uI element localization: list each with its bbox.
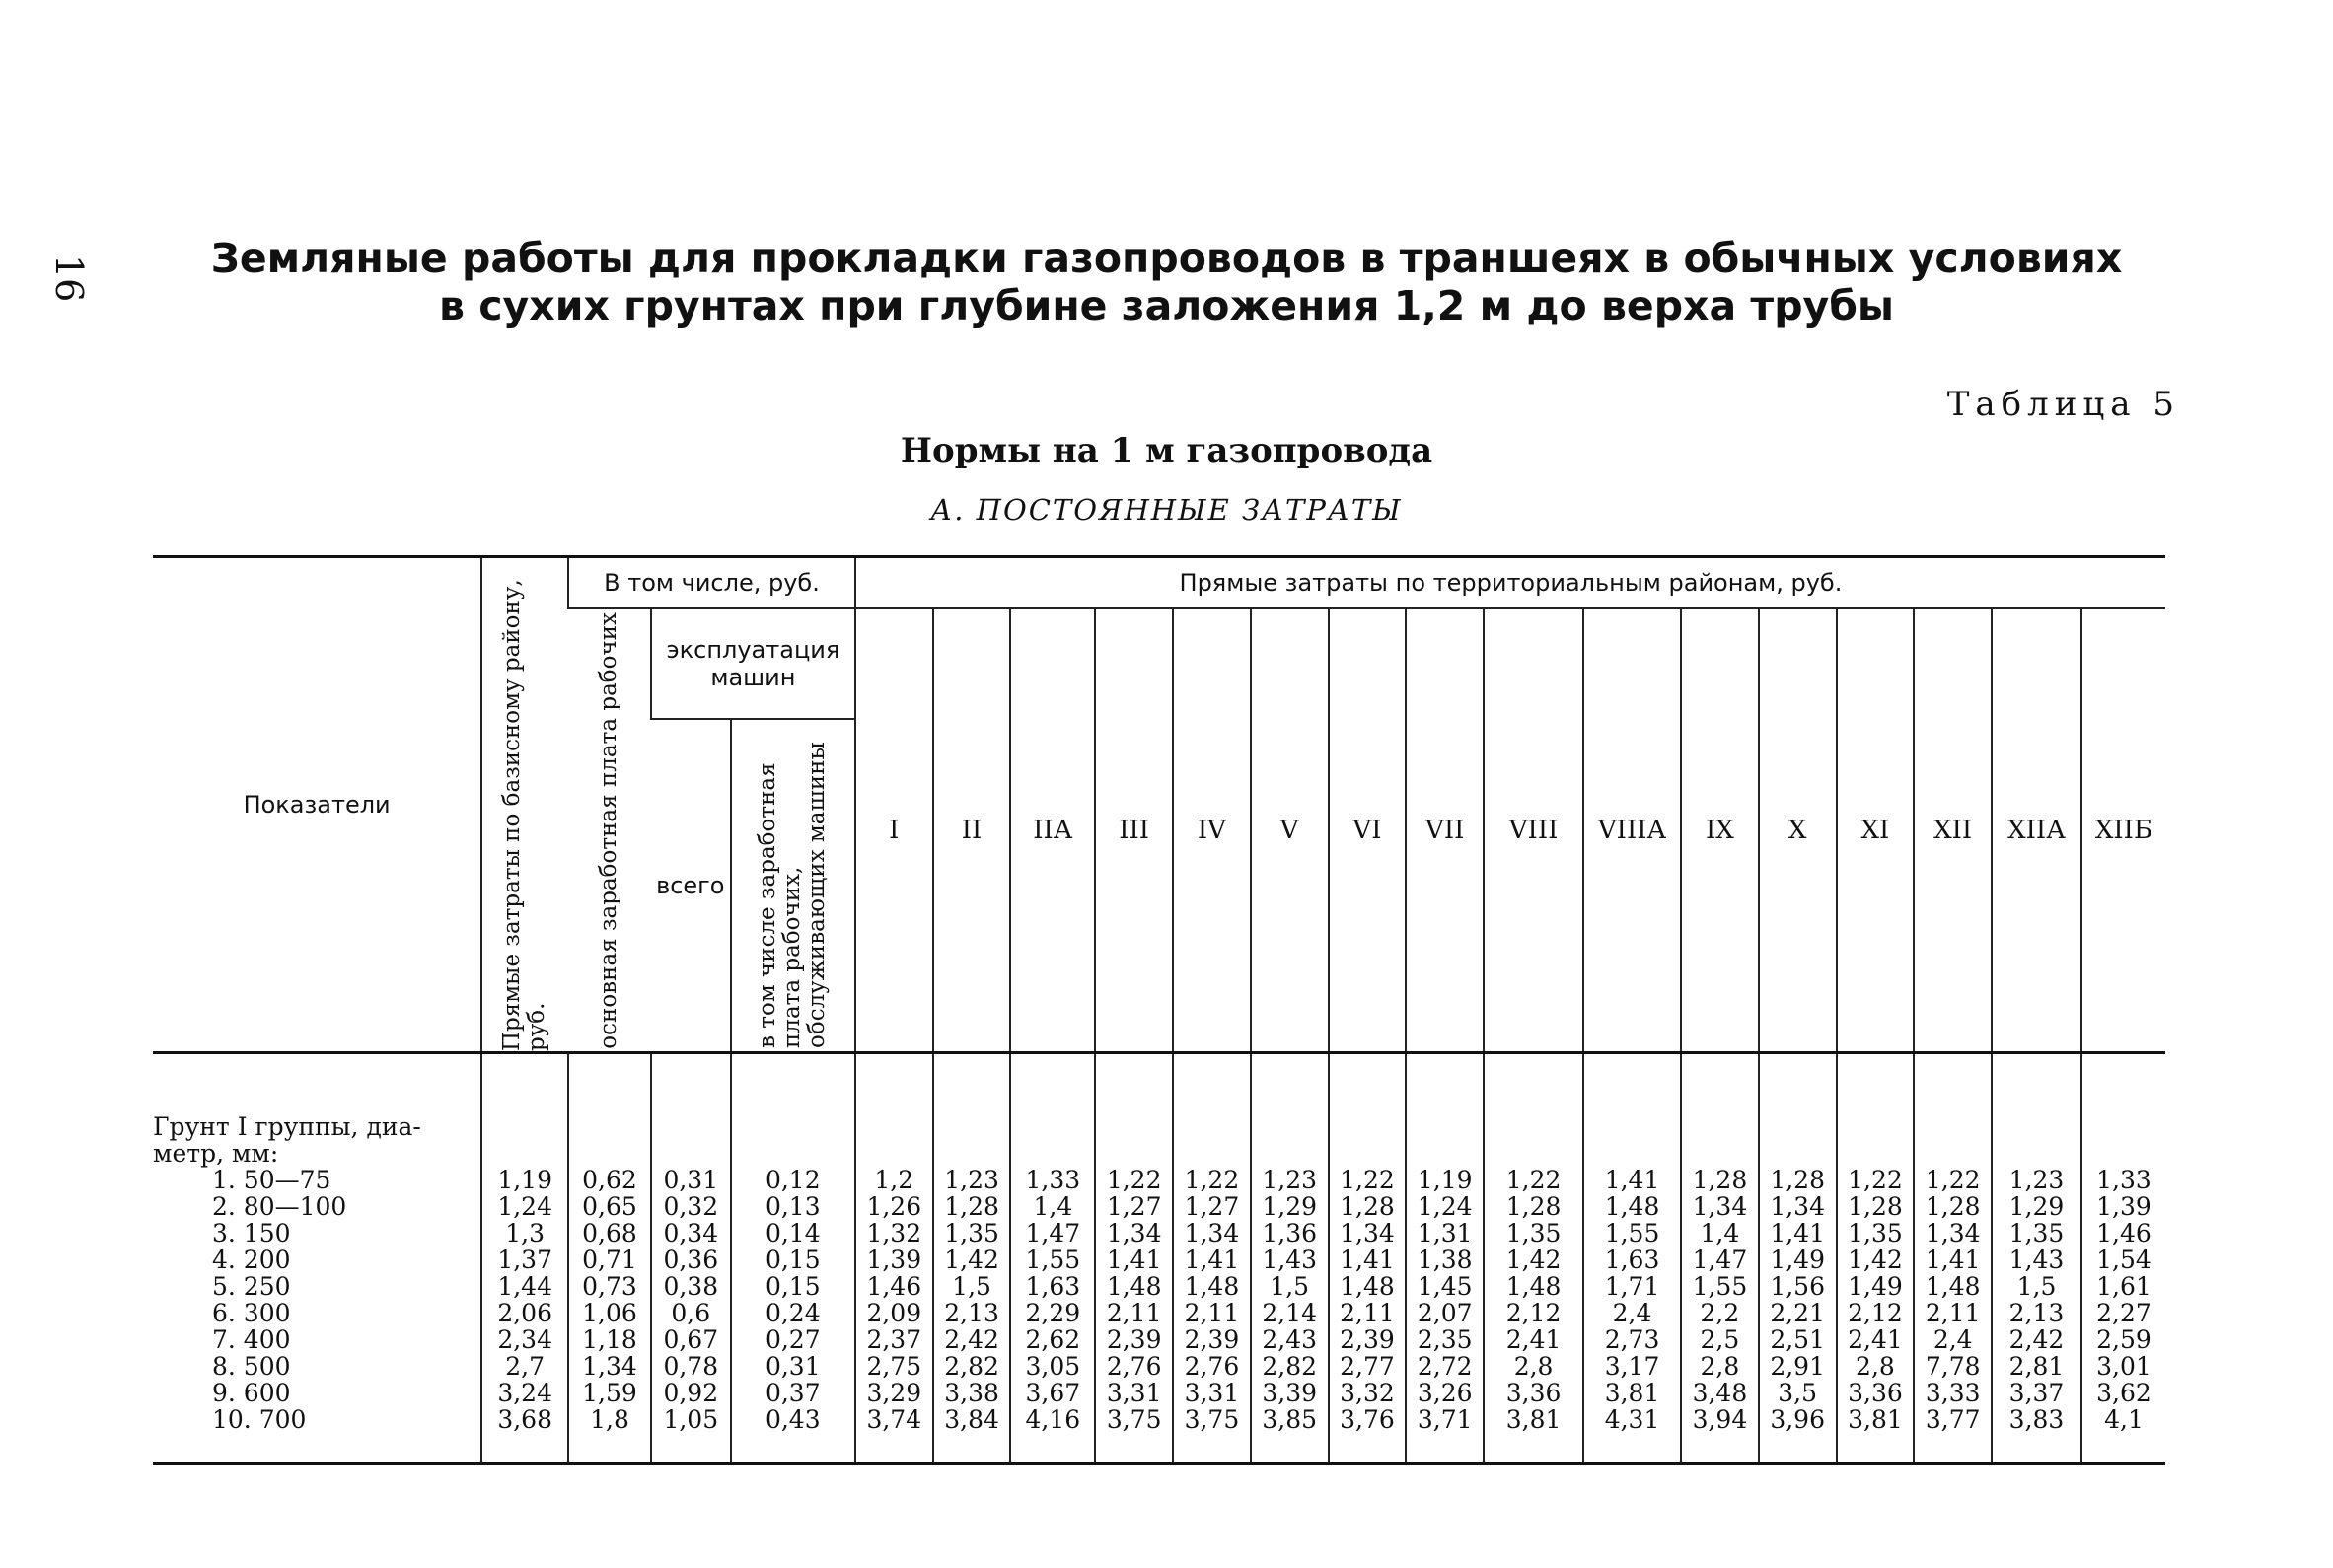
value-cell: 0,13 [765,1192,821,1221]
title-line-2: в сухих грунтах при глубине заложения 1,2 м до верха трубы [439,282,1894,329]
region-value-cell: 1,23 [2008,1166,2065,1194]
region-value-cell: 2,42 [944,1325,999,1354]
region-value-cell: 1,22 [1925,1166,1981,1194]
region-value-cell: 1,42 [944,1246,999,1274]
region-value-cell: 2,07 [1417,1299,1473,1327]
table-label: Таблица 5 [1946,385,2180,424]
diameter-item: 9. 600 [212,1379,291,1407]
col-region-1 [855,1053,933,1464]
diameter-item: 4. 200 [212,1246,291,1274]
col-region-8 [1406,1053,1484,1464]
region-value-cell: 2,09 [866,1299,922,1327]
diameter-item: 1. 50—75 [212,1166,331,1194]
region-value-cell: 2,39 [1106,1325,1162,1354]
region-value-cell: 2,41 [1505,1325,1562,1354]
region-value-cell: 1,5 [952,1272,991,1301]
value-cell: 0,62 [582,1166,637,1194]
region-value-cell: 2,82 [944,1352,999,1381]
value-cell: 1,3 [505,1219,546,1247]
region-value-cell: 1,36 [1262,1219,1318,1247]
region-value-cell: 1,43 [1262,1246,1318,1274]
region-value-cell: 1,28 [1340,1192,1395,1221]
col-region-12 [1759,1053,1837,1464]
value-cell: 0,68 [582,1219,637,1247]
region-value-cell: 1,56 [1770,1272,1825,1301]
region-header-16: XIIБ [2081,608,2165,1053]
region-value-cell: 1,48 [1505,1272,1562,1301]
region-value-cell: 1,41 [1106,1246,1162,1274]
region-value-cell: 4,31 [1604,1405,1660,1434]
title-line-1: Земляные работы для прокладки газопроводов в траншеях в обычных условиях [210,235,2123,282]
region-value-cell: 1,19 [1417,1166,1473,1194]
region-value-cell: 1,35 [1848,1219,1903,1247]
region-value-cell: 1,4 [1033,1192,1073,1221]
col-region-6 [1251,1053,1329,1464]
region-value-cell: 3,85 [1262,1405,1318,1434]
region-value-cell: 2,39 [1184,1325,1240,1354]
region-value-cell: 2,11 [1340,1299,1395,1327]
region-value-cell: 1,43 [2008,1246,2065,1274]
value-cell: 1,05 [663,1405,719,1434]
col-wage [568,1053,651,1464]
region-value-cell: 2,37 [866,1325,922,1354]
value-cell: 1,06 [582,1299,637,1327]
territorial-header: Прямые затраты по территориальным районам, руб. [855,557,2165,609]
col-base [481,1053,568,1464]
region-value-cell: 3,5 [1778,1379,1818,1407]
value-cell: 0,34 [663,1219,719,1247]
region-value-cell: 1,38 [1417,1246,1473,1274]
region-value-cell: 2,41 [1848,1325,1903,1354]
direct-base-header-text: Прямые затраты по базисному району, руб. [499,579,550,1051]
region-value-cell: 1,41 [1604,1166,1660,1194]
region-value-cell: 3,05 [1025,1352,1081,1381]
region-value-cell: 1,33 [2096,1166,2151,1194]
region-value-cell: 2,27 [2096,1299,2151,1327]
region-value-cell: 1,22 [1340,1166,1395,1194]
mach-wage-header-text: в том числе заработная плата рабочих, обслуживающих машины [755,742,831,1048]
region-value-cell: 1,5 [2016,1272,2057,1301]
value-cell: 0,12 [765,1166,821,1194]
value-cell: 2,34 [497,1325,552,1354]
group-label-line-2: метр, мм: [153,1139,279,1168]
col-region-5 [1173,1053,1251,1464]
region-value-cell: 3,77 [1925,1405,1981,1434]
region-value-cell: 3,76 [1340,1405,1395,1434]
value-cell: 0,15 [765,1272,821,1301]
region-value-cell: 3,36 [1505,1379,1562,1407]
diameter-item: 5. 250 [212,1272,291,1301]
diameter-item: 2. 80—100 [212,1192,347,1221]
region-header-8: VII [1406,608,1484,1053]
region-value-cell: 2,11 [1106,1299,1162,1327]
region-value-cell: 2,76 [1106,1352,1162,1381]
col-region-7 [1329,1053,1407,1464]
norms-table [153,555,2165,1465]
value-cell: 1,8 [590,1405,629,1434]
region-value-cell: 1,22 [1106,1166,1162,1194]
region-value-cell: 2,14 [1262,1299,1318,1327]
diameter-item: 8. 500 [212,1352,291,1381]
wage-header [568,608,651,1053]
value-cell: 1,37 [497,1246,552,1274]
region-value-cell: 1,28 [944,1192,999,1221]
region-value-cell: 3,62 [2096,1379,2151,1407]
region-value-cell: 1,55 [1604,1219,1660,1247]
region-header-15: XIIА [1992,608,2081,1053]
region-header-14: XII [1914,608,1992,1053]
region-value-cell: 2,13 [944,1299,999,1327]
region-value-cell: 3,36 [1848,1379,1903,1407]
region-header-2: II [933,608,1011,1053]
value-cell: 0,6 [671,1299,711,1327]
col-region-3 [1010,1053,1095,1464]
value-cell: 0,65 [582,1192,637,1221]
value-cell: 0,31 [765,1352,821,1381]
region-value-cell: 1,63 [1604,1246,1660,1274]
region-value-cell: 4,16 [1025,1405,1081,1434]
mach-wage-header [731,719,855,1053]
region-value-cell: 7,78 [1925,1352,1981,1381]
page-number: 16 [47,254,91,303]
region-value-cell: 1,28 [1848,1192,1903,1221]
region-value-cell: 2,76 [1184,1352,1240,1381]
direct-base-header [481,557,568,1053]
region-value-cell: 3,26 [1417,1379,1473,1407]
region-header-11: IX [1681,608,1759,1053]
region-value-cell: 1,55 [1692,1272,1748,1301]
indicators-header: Показатели [153,557,481,1053]
region-value-cell: 2,11 [1925,1299,1981,1327]
region-value-cell: 1,61 [2096,1272,2151,1301]
region-value-cell: 1,47 [1025,1219,1081,1247]
region-value-cell: 1,33 [1025,1166,1081,1194]
region-value-cell: 2,81 [2008,1352,2065,1381]
diameter-item: 3. 150 [212,1219,291,1247]
region-value-cell: 1,47 [1692,1246,1748,1274]
region-value-cell: 3,81 [1604,1379,1660,1407]
region-value-cell: 3,81 [1505,1405,1562,1434]
value-cell: 0,43 [765,1405,821,1434]
region-value-cell: 2,8 [1513,1352,1554,1381]
value-cell: 0,38 [663,1272,719,1301]
region-value-cell: 1,34 [1692,1192,1748,1221]
region-value-cell: 3,33 [1925,1379,1981,1407]
region-value-cell: 1,41 [1770,1219,1825,1247]
region-value-cell: 1,22 [1505,1166,1562,1194]
machines-header: эксплуатация машин [651,608,855,719]
region-value-cell: 2,29 [1025,1299,1081,1327]
region-value-cell: 1,23 [1262,1166,1318,1194]
region-value-cell: 1,49 [1848,1272,1903,1301]
region-value-cell: 2,8 [1700,1352,1740,1381]
col-region-11 [1681,1053,1759,1464]
region-value-cell: 1,31 [1417,1219,1473,1247]
group-label-cell [153,1053,481,1464]
region-value-cell: 3,83 [2008,1405,2065,1434]
region-value-cell: 2,12 [1505,1299,1562,1327]
value-cell: 1,19 [497,1166,552,1194]
value-cell: 2,06 [497,1299,552,1327]
region-value-cell: 1,28 [1692,1166,1748,1194]
region-value-cell: 3,48 [1692,1379,1748,1407]
value-cell: 0,24 [765,1299,821,1327]
region-value-cell: 2,5 [1700,1325,1740,1354]
region-value-cell: 1,39 [2096,1192,2151,1221]
region-value-cell: 1,28 [1505,1192,1562,1221]
region-value-cell: 1,42 [1505,1246,1562,1274]
region-value-cell: 1,39 [866,1246,922,1274]
region-header-6: V [1251,608,1329,1053]
col-mach-total [651,1053,731,1464]
group-label-line-1: Грунт I группы, диа- [153,1112,421,1141]
region-value-cell: 3,31 [1184,1379,1240,1407]
region-value-cell: 2,91 [1770,1352,1825,1381]
region-value-cell: 3,75 [1106,1405,1162,1434]
value-cell: 0,73 [582,1272,637,1301]
region-value-cell: 1,48 [1340,1272,1395,1301]
region-value-cell: 1,34 [1106,1219,1162,1247]
region-value-cell: 3,37 [2008,1379,2065,1407]
region-value-cell: 3,74 [866,1405,922,1434]
region-value-cell: 2,12 [1848,1299,1903,1327]
region-value-cell: 1,29 [2008,1192,2065,1221]
table-subtitle: Нормы на 1 м газопровода [900,431,1433,470]
value-cell: 1,24 [497,1192,552,1221]
section-heading: А. ПОСТОЯННЫЕ ЗАТРАТЫ [930,493,1403,527]
region-value-cell: 1,32 [866,1219,922,1247]
region-value-cell: 1,45 [1417,1272,1473,1301]
region-value-cell: 2,4 [1932,1325,1973,1354]
region-value-cell: 2,51 [1770,1325,1825,1354]
mach-total-header: всего [651,719,731,1053]
value-cell: 0,92 [663,1379,719,1407]
region-value-cell: 1,41 [1340,1246,1395,1274]
region-value-cell: 1,46 [866,1272,922,1301]
diameter-item: 6. 300 [212,1299,291,1327]
value-cell: 2,7 [505,1352,546,1381]
col-region-9 [1484,1053,1583,1464]
region-value-cell: 2,72 [1417,1352,1473,1381]
region-value-cell: 1,5 [1270,1272,1310,1301]
region-value-cell: 1,28 [1925,1192,1981,1221]
region-value-cell: 1,28 [1770,1166,1825,1194]
region-value-cell: 2,82 [1262,1352,1318,1381]
diameter-item: 7. 400 [212,1325,291,1354]
value-cell: 1,34 [582,1352,637,1381]
region-value-cell: 3,31 [1106,1379,1162,1407]
region-value-cell: 1,29 [1262,1192,1318,1221]
region-value-cell: 2,43 [1262,1325,1318,1354]
value-cell: 0,31 [663,1166,719,1194]
value-cell: 1,59 [582,1379,637,1407]
region-value-cell: 3,32 [1340,1379,1395,1407]
region-value-cell: 1,55 [1025,1246,1081,1274]
value-cell: 0,15 [765,1246,821,1274]
region-value-cell: 1,41 [1184,1246,1240,1274]
document-title [0,235,2333,329]
value-cell: 0,27 [765,1325,821,1354]
region-value-cell: 1,27 [1184,1192,1240,1221]
region-value-cell: 1,2 [874,1166,914,1194]
region-value-cell: 3,94 [1692,1405,1748,1434]
region-value-cell: 2,21 [1770,1299,1825,1327]
col-region-15 [1992,1053,2081,1464]
region-header-12: X [1759,608,1837,1053]
region-value-cell: 1,4 [1700,1219,1740,1247]
region-value-cell: 2,11 [1184,1299,1240,1327]
region-value-cell: 1,26 [866,1192,922,1221]
region-header-9: VIII [1484,608,1583,1053]
col-region-14 [1914,1053,1992,1464]
region-value-cell: 3,01 [2096,1352,2151,1381]
region-value-cell: 1,23 [944,1166,999,1194]
region-value-cell: 2,73 [1604,1325,1660,1354]
region-value-cell: 1,71 [1604,1272,1660,1301]
diameter-item: 10. 700 [212,1405,307,1434]
region-value-cell: 1,48 [1184,1272,1240,1301]
region-value-cell: 1,22 [1848,1166,1903,1194]
region-value-cell: 2,8 [1856,1352,1895,1381]
col-region-4 [1095,1053,1173,1464]
region-value-cell: 1,63 [1025,1272,1081,1301]
region-value-cell: 1,27 [1106,1192,1162,1221]
region-value-cell: 3,75 [1184,1405,1240,1434]
region-value-cell: 1,48 [1604,1192,1660,1221]
region-value-cell: 1,48 [1925,1272,1981,1301]
region-value-cell: 2,13 [2008,1299,2065,1327]
value-cell: 0,67 [663,1325,719,1354]
col-mach-wage [731,1053,855,1464]
col-region-10 [1583,1053,1681,1464]
region-value-cell: 3,39 [1262,1379,1318,1407]
value-cell: 3,68 [497,1405,552,1434]
region-value-cell: 2,62 [1025,1325,1081,1354]
wage-header-text: основная заработная плата рабочих [595,611,621,1049]
region-value-cell: 1,41 [1925,1246,1981,1274]
region-value-cell: 1,22 [1184,1166,1240,1194]
region-value-cell: 1,34 [1925,1219,1981,1247]
region-value-cell: 1,49 [1770,1246,1825,1274]
region-value-cell: 3,71 [1417,1405,1473,1434]
region-value-cell: 1,54 [2096,1246,2151,1274]
col-region-16 [2081,1053,2165,1464]
region-value-cell: 1,34 [1184,1219,1240,1247]
region-value-cell: 2,75 [866,1352,922,1381]
region-value-cell: 2,35 [1417,1325,1473,1354]
region-value-cell: 4,1 [2104,1405,2144,1434]
value-cell: 1,44 [497,1272,552,1301]
region-value-cell: 1,34 [1340,1219,1395,1247]
region-value-cell: 2,2 [1700,1299,1740,1327]
region-value-cell: 1,46 [2096,1219,2151,1247]
value-cell: 3,24 [497,1379,552,1407]
region-value-cell: 1,35 [944,1219,999,1247]
region-header-10: VIIIА [1583,608,1681,1053]
col-region-13 [1837,1053,1915,1464]
value-cell: 0,14 [765,1219,821,1247]
value-cell: 0,78 [663,1352,719,1381]
value-cell: 0,32 [663,1192,719,1221]
region-value-cell: 1,35 [1505,1219,1562,1247]
region-value-cell: 3,29 [866,1379,922,1407]
value-cell: 0,36 [663,1246,719,1274]
region-value-cell: 1,35 [2008,1219,2065,1247]
region-header-1: I [855,608,933,1053]
region-value-cell: 3,17 [1604,1352,1660,1381]
diameter-list [153,1167,480,1433]
region-header-4: III [1095,608,1173,1053]
region-value-cell: 3,96 [1770,1405,1825,1434]
value-cell: 0,71 [582,1246,637,1274]
region-value-cell: 3,67 [1025,1379,1081,1407]
value-cell: 1,18 [582,1325,637,1354]
region-value-cell: 2,77 [1340,1352,1395,1381]
region-header-3: IIА [1010,608,1095,1053]
region-value-cell: 3,84 [944,1405,999,1434]
incl-header: В том числе, руб. [568,557,855,609]
region-value-cell: 2,42 [2008,1325,2065,1354]
region-value-cell: 1,24 [1417,1192,1473,1221]
region-value-cell: 2,59 [2096,1325,2151,1354]
region-value-cell: 1,48 [1106,1272,1162,1301]
region-value-cell: 2,39 [1340,1325,1395,1354]
region-value-cell: 3,81 [1848,1405,1903,1434]
region-header-5: IV [1173,608,1251,1053]
region-header-13: XI [1837,608,1915,1053]
region-value-cell: 3,38 [944,1379,999,1407]
region-value-cell: 1,34 [1770,1192,1825,1221]
region-value-cell: 2,4 [1612,1299,1652,1327]
region-header-7: VI [1329,608,1407,1053]
col-region-2 [933,1053,1011,1464]
value-cell: 0,37 [765,1379,821,1407]
region-value-cell: 1,42 [1848,1246,1903,1274]
